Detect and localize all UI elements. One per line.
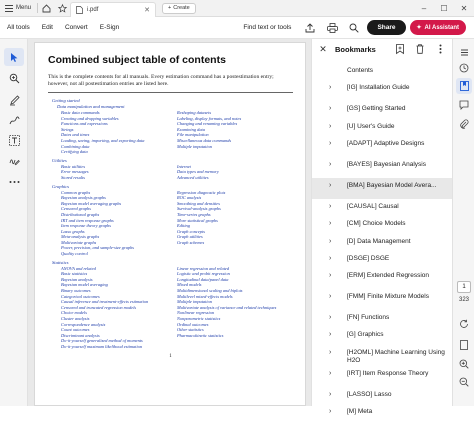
comments-panel-icon[interactable]: [456, 97, 472, 113]
toc-entry[interactable]: Nonparametric statistics: [177, 316, 221, 321]
toc-entry[interactable]: Item response theory graphs: [61, 223, 111, 229]
chevron-right-icon[interactable]: ›: [329, 293, 332, 301]
divider: [48, 92, 293, 93]
toc-entry[interactable]: More statistical graphs: [177, 217, 218, 223]
bookmark-label: [H2OML] Machine Learning Using H2O: [347, 348, 445, 364]
toc-entry[interactable]: Discriminant analysis: [61, 332, 100, 338]
menu-lines-icon[interactable]: [456, 44, 472, 60]
chevron-right-icon[interactable]: ›: [329, 331, 332, 339]
toc-entry[interactable]: IRT and item response graphs: [61, 217, 114, 223]
toc-entry[interactable]: Cluster analysis: [61, 316, 90, 321]
bookmarks-panel: [311, 39, 452, 415]
toc-entry[interactable]: Error messages: [61, 169, 89, 175]
bookmark-label: [U] User's Guide: [347, 122, 395, 130]
toc-entry[interactable]: Nonlinear regression: [177, 310, 215, 316]
toc-entry[interactable]: Multivariate analysis of variance and related techniques: [177, 304, 277, 310]
zoom-in-icon[interactable]: [456, 356, 472, 372]
home-icon[interactable]: [38, 0, 54, 17]
toc-columns: [61, 164, 293, 181]
menu-bar: [0, 17, 474, 39]
toc-entry[interactable]: Bayesian model averaging graphs: [61, 200, 122, 206]
create-button[interactable]: [162, 3, 196, 14]
tab-title: i.pdf: [87, 6, 99, 13]
toc-entry[interactable]: Graph schemes: [177, 239, 205, 245]
pdf-file-icon: [76, 6, 83, 14]
toc-section-heading[interactable]: Getting started: [52, 98, 80, 103]
toc-section-heading[interactable]: Graphics: [52, 183, 70, 189]
toc-entry[interactable]: Meta-analysis graphs: [61, 234, 100, 240]
menu-label: Menu: [16, 5, 32, 11]
toc-entry[interactable]: Editing: [177, 223, 190, 229]
bookmark-item[interactable]: [312, 387, 453, 404]
toc-entry[interactable]: Graph concepts: [177, 228, 205, 234]
bookmark-label: [G] Graphics: [347, 331, 384, 339]
toc-entry[interactable]: Miscellaneous data commands: [177, 137, 232, 143]
toc-entry[interactable]: Bayesian model averaging: [61, 282, 108, 288]
chevron-right-icon[interactable]: ›: [329, 202, 332, 210]
chevron-right-icon[interactable]: ›: [329, 408, 332, 415]
toc-entry[interactable]: Pharmacokinetic statistics: [177, 332, 224, 338]
bookmark-item[interactable]: [312, 404, 453, 421]
zoom-out-icon[interactable]: [456, 374, 472, 390]
bookmark-label: [D] Data Management: [347, 237, 411, 245]
page-total: 323: [458, 297, 469, 303]
delete-bookmark-icon[interactable]: [413, 42, 427, 56]
toc-entry[interactable]: Smoothing and densities: [177, 200, 220, 206]
toc-entry[interactable]: ROC analysis: [177, 195, 202, 201]
menu-all-tools[interactable]: All tools: [7, 24, 30, 31]
toc-entry[interactable]: Multidimensional scaling and biplots: [177, 288, 243, 294]
toc-column-left: [61, 266, 177, 350]
toc-entry[interactable]: Functions and expressions: [61, 121, 108, 127]
bookmark-label: [FN] Functions: [347, 314, 390, 322]
menu-e-sign[interactable]: E-Sign: [99, 24, 120, 31]
bookmark-label: [BMA] Bayesian Model Avera...: [347, 181, 437, 189]
bookmark-label: [ADAPT] Adaptive Designs: [347, 139, 425, 147]
toc-column-left: [61, 110, 177, 155]
window-controls: [414, 0, 474, 16]
bookmark-label: [CM] Choice Models: [347, 220, 406, 228]
toc-entry[interactable]: Binary outcomes: [61, 288, 91, 294]
toc-columns: [61, 190, 293, 257]
toc-entry[interactable]: Bayesian analysis: [61, 276, 93, 282]
bookmark-label: [ERM] Extended Regression: [347, 272, 430, 280]
pdf-page: [34, 42, 306, 406]
toc-entry[interactable]: Data types and memory: [177, 169, 219, 175]
toc-entry[interactable]: Stored results: [61, 174, 85, 180]
bookmark-item[interactable]: [312, 289, 453, 310]
bookmark-item[interactable]: [312, 178, 453, 199]
page-number-input[interactable]: 1: [457, 281, 471, 293]
toc-entry[interactable]: Regression diagnostic plots: [177, 189, 226, 195]
plus-icon: +: [168, 5, 172, 11]
toc-entry[interactable]: Multiple imputation: [177, 299, 213, 305]
close-tab-icon[interactable]: ✕: [144, 6, 151, 14]
bookmark-item[interactable]: [312, 234, 453, 251]
chevron-right-icon[interactable]: ›: [329, 220, 332, 228]
bookmark-label: [FMM] Finite Mixture Models: [347, 293, 429, 301]
bookmark-item[interactable]: [312, 199, 453, 216]
toc-column-left: [61, 164, 177, 181]
toc-entry[interactable]: Strings: [61, 126, 74, 132]
toc-column-right: [177, 266, 293, 350]
ai-assistant-label: AI Assistant: [424, 24, 459, 31]
bookmark-item[interactable]: [312, 63, 453, 80]
bookmark-label: [IG] Installation Guide: [347, 84, 410, 92]
toc-entry[interactable]: Power, precision, and sample-size graphs: [61, 245, 135, 251]
toc-subheading[interactable]: Data manipulation and management: [57, 104, 125, 109]
bookmark-label: Contents: [347, 67, 374, 74]
toc-entry[interactable]: Basic data commands: [61, 110, 100, 115]
toc-entry[interactable]: Censored graphs: [61, 206, 91, 212]
toc-column-right: [177, 164, 293, 181]
bookmark-label: [IRT] Item Response Theory: [347, 369, 429, 377]
close-panel-icon[interactable]: ✕: [319, 43, 327, 54]
bookmark-label: [LASSO] Lasso: [347, 390, 392, 398]
bookmarks-header: [312, 39, 452, 59]
search-icon[interactable]: [345, 20, 363, 36]
toc-entry[interactable]: Longitudinal data/panel data: [177, 276, 229, 282]
print-icon[interactable]: [323, 20, 341, 36]
bookmark-item[interactable]: [312, 327, 453, 344]
chevron-right-icon[interactable]: ›: [329, 348, 332, 356]
toc-entry[interactable]: Choice models: [61, 310, 87, 316]
chevron-right-icon[interactable]: ›: [329, 122, 332, 130]
toc-entry[interactable]: Time-series graphs: [177, 211, 211, 217]
ai-assistant-button[interactable]: [410, 20, 466, 35]
toc-entry[interactable]: Do-it-yourself generalized method of moments: [61, 338, 143, 344]
comment-tool-icon[interactable]: [4, 91, 24, 109]
toc-section-heading[interactable]: Utilities: [52, 157, 67, 163]
toc-entry[interactable]: Loading, saving, importing, and exporting data: [61, 137, 145, 143]
bookmark-item[interactable]: [312, 268, 453, 289]
bookmark-label: [BAYES] Bayesian Analysis: [347, 160, 427, 168]
share-button[interactable]: Share: [367, 20, 405, 35]
toc-entry[interactable]: Certifying data: [61, 149, 88, 155]
find-text-or-tools[interactable]: Find text or tools: [243, 24, 292, 31]
toc-entry[interactable]: Lasso graphs: [61, 228, 85, 234]
toc-entry[interactable]: Multiple imputation: [177, 143, 213, 149]
toc-entry[interactable]: Quality control: [61, 251, 88, 257]
page-intro: This is the complete contents for all manuals. Every estimation command has a postestimation entry; however, not all postestimation entries are listed here.: [48, 74, 274, 87]
chevron-right-icon[interactable]: ›: [329, 84, 332, 92]
chevron-right-icon[interactable]: ›: [329, 237, 332, 245]
toc-entry[interactable]: Common graphs: [61, 189, 91, 195]
toc-entry[interactable]: Censored and truncated regression models: [61, 304, 137, 310]
refresh-icon[interactable]: [456, 316, 472, 332]
toc-column-right: [177, 190, 293, 257]
chevron-right-icon[interactable]: ›: [329, 272, 332, 280]
toc-entry[interactable]: Other statistics: [177, 327, 204, 333]
text-tool-icon[interactable]: [4, 131, 24, 149]
more-options-icon[interactable]: [433, 42, 447, 56]
chevron-right-icon[interactable]: ›: [329, 314, 332, 322]
toc-entry[interactable]: Examining data: [177, 126, 205, 132]
maximize-icon[interactable]: ☐: [440, 3, 448, 13]
star-icon[interactable]: [54, 0, 70, 17]
chevron-right-icon[interactable]: ›: [329, 139, 332, 147]
chevron-right-icon[interactable]: ›: [329, 254, 332, 262]
bookmark-item[interactable]: [312, 119, 453, 136]
recent-icon[interactable]: [456, 60, 472, 76]
sparkle-icon: ✦: [416, 25, 422, 31]
bookmark-item[interactable]: [312, 136, 453, 157]
page-number: 1: [169, 353, 172, 359]
menu-convert[interactable]: Convert: [64, 24, 88, 31]
toc-column-left: [61, 190, 177, 257]
document-tab[interactable]: [70, 2, 156, 17]
bookmark-label: [GS] Getting Started: [347, 105, 406, 113]
toc-entry[interactable]: Internet: [177, 163, 191, 169]
chevron-right-icon[interactable]: ›: [329, 181, 332, 189]
bookmark-item[interactable]: [312, 80, 453, 101]
document-viewer[interactable]: [28, 39, 311, 406]
chevron-right-icon[interactable]: ›: [329, 160, 332, 168]
toc-entry[interactable]: Causal inference and treatment-effects estimation: [61, 299, 149, 305]
close-window-icon[interactable]: ✕: [460, 3, 468, 13]
tool-rail: [0, 39, 28, 406]
right-rail: [452, 39, 474, 406]
bookmark-item[interactable]: [312, 251, 453, 268]
bookmark-label: [M] Meta: [347, 408, 373, 415]
toc-entry[interactable]: Linear regression and related: [177, 265, 230, 271]
toc-entry[interactable]: Do-it-yourself maximum likelihood estimation: [61, 343, 143, 349]
bookmark-item[interactable]: [312, 157, 453, 178]
toc-entry[interactable]: Mixed models: [177, 282, 202, 288]
upload-icon[interactable]: [301, 20, 319, 36]
toc-entry[interactable]: Bayesian analysis graphs: [61, 195, 106, 201]
toc-entry[interactable]: Logistic and probit regression: [177, 271, 230, 277]
toc-entry[interactable]: Correspondence analysis: [61, 321, 106, 327]
toc-columns: [61, 266, 293, 350]
toc-entry[interactable]: Basic utilities: [61, 163, 86, 169]
bookmark-label: [DSGE] DSGE: [347, 254, 390, 262]
toc-entry[interactable]: Basic statistics: [61, 271, 88, 277]
bookmark-item[interactable]: [312, 216, 453, 233]
toc-entry[interactable]: Multilevel mixed-effects models: [177, 293, 233, 299]
menu-bar-actions: [243, 20, 474, 36]
toc-body: [48, 98, 293, 350]
tab-bar: [0, 0, 474, 17]
toc-entry[interactable]: Multivariate graphs: [61, 239, 97, 245]
menu-edit[interactable]: Edit: [41, 24, 53, 31]
toc-entry[interactable]: Ordinal outcomes: [177, 321, 209, 327]
bookmark-item[interactable]: [312, 366, 453, 387]
toc-entry[interactable]: Advanced utilities: [177, 174, 209, 180]
draw-tool-icon[interactable]: [4, 111, 24, 129]
toc-entry[interactable]: Combining data: [61, 143, 90, 149]
toc-entry[interactable]: Graph utilities: [177, 234, 203, 240]
signature-tool-icon[interactable]: [4, 151, 24, 169]
toc-entry[interactable]: Reshaping datasets: [177, 110, 212, 115]
toc-entry[interactable]: Changing and renaming variables: [177, 121, 238, 127]
toc-entry[interactable]: Categorical outcomes: [61, 293, 100, 299]
page-title: Combined subject table of contents: [48, 54, 226, 66]
chevron-right-icon[interactable]: ›: [329, 369, 332, 377]
toc-entry[interactable]: File manipulation: [177, 132, 209, 138]
add-bookmark-icon[interactable]: [393, 42, 407, 56]
toc-column-right: [177, 110, 293, 155]
minimize-icon[interactable]: –: [421, 3, 427, 13]
bookmarks-title: Bookmarks: [335, 44, 376, 54]
toc-entry[interactable]: ANOVA and related: [61, 265, 96, 271]
toc-entry[interactable]: Distributional graphs: [61, 211, 100, 217]
hamburger-icon: [5, 5, 13, 12]
create-label: Create: [173, 5, 190, 11]
toc-entry[interactable]: Count outcomes: [61, 327, 90, 333]
bookmark-label: [CAUSAL] Causal: [347, 202, 399, 210]
bookmark-item[interactable]: [312, 101, 453, 118]
fit-page-icon[interactable]: [456, 337, 472, 353]
chevron-right-icon[interactable]: ›: [329, 390, 332, 398]
menu-button[interactable]: [0, 0, 37, 16]
chevron-right-icon[interactable]: ›: [329, 105, 332, 113]
toc-columns: [61, 110, 293, 155]
bookmarks-panel-icon[interactable]: [456, 78, 472, 94]
toc-entry[interactable]: Dates and times: [61, 132, 90, 138]
more-tools-icon[interactable]: [4, 173, 24, 191]
attachments-icon[interactable]: [456, 116, 472, 132]
bookmark-item[interactable]: [312, 345, 453, 366]
zoom-tool-icon[interactable]: [4, 69, 24, 87]
toc-entry[interactable]: Creating and dropping variables: [61, 115, 119, 121]
toc-section-heading[interactable]: Statistics: [52, 259, 69, 265]
select-tool-icon[interactable]: [4, 48, 24, 66]
bookmark-item[interactable]: [312, 310, 453, 327]
toc-entry[interactable]: Labeling, display formats, and notes: [177, 115, 242, 121]
toc-entry[interactable]: Survival-analysis graphs: [177, 206, 221, 212]
